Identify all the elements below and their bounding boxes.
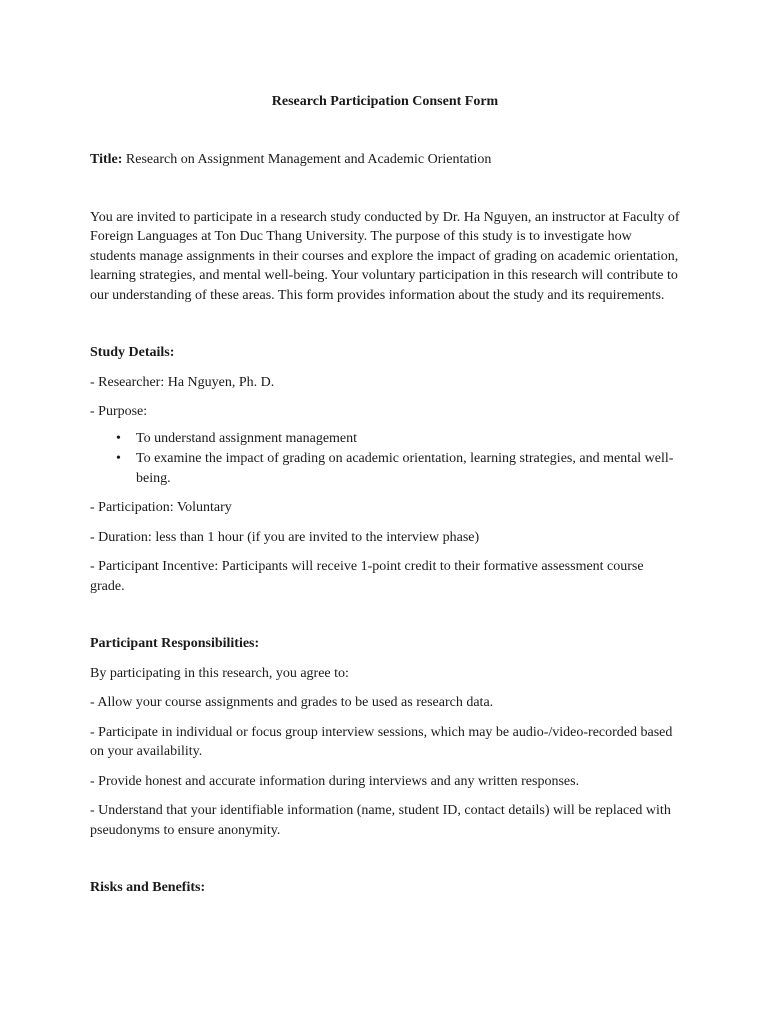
participation-line: - Participation: Voluntary	[90, 500, 232, 515]
responsibilities-lead: By participating in this research, you agree to:	[90, 665, 349, 681]
consent-form-page	[90, 92, 680, 898]
duration-line: - Duration: less than 1 hour (if you are invited to the interview phase)	[90, 529, 480, 545]
purpose-item: To examine the impact of grading on academic orientation, learning strategies, and mental well-being.	[136, 451, 674, 486]
purpose-list	[90, 429, 680, 489]
document-heading: Research Participation Consent Form	[271, 94, 499, 109]
incentive-line: - Participant Incentive: Participants will receive 1-point credit to their formative assessment course grade.	[90, 559, 644, 594]
responsibility-item: - Provide honest and accurate information during interviews and any written responses.	[90, 773, 580, 789]
bullet-icon: •	[116, 451, 121, 466]
study-title-value: Research on Assignment Management and Academic Orientation	[122, 152, 492, 167]
study-details-heading: Study Details:	[90, 345, 175, 360]
bullet-icon: •	[116, 430, 121, 446]
purpose-label: - Purpose:	[90, 404, 148, 419]
study-title-line	[90, 150, 680, 170]
responsibilities-heading: Participant Responsibilities:	[90, 636, 260, 651]
study-title-label: Title:	[90, 152, 123, 167]
responsibility-item: - Understand that your identifiable information (name, student ID, contact details) will be replaced with pseudonyms to ensure anonymity.	[90, 803, 671, 838]
researcher-line: - Researcher: Ha Nguyen, Ph. D.	[90, 374, 275, 390]
risks-benefits-heading: Risks and Benefits:	[90, 880, 206, 895]
intro-paragraph: You are invited to participate in a research study conducted by Dr. Ha Nguyen, an instructor at Faculty of Foreign Languages at Ton Duc Thang University. The purpose of this study is to investigate how students manage assignments in their courses and explore the impact of grading on academic orientation, learning strategies, and mental well-being. Your voluntary participation in this research will contribute to our understanding of these areas. This form provides information about the study and its requirements.	[90, 209, 680, 303]
list-item	[116, 449, 680, 488]
responsibility-item: - Participate in individual or focus group interview sessions, which may be audio-/video-recorded based on your availability.	[90, 724, 673, 759]
list-item	[116, 429, 680, 449]
purpose-item: To understand assignment management	[136, 430, 358, 446]
responsibility-item: - Allow your course assignments and grades to be used as research data.	[90, 695, 494, 710]
